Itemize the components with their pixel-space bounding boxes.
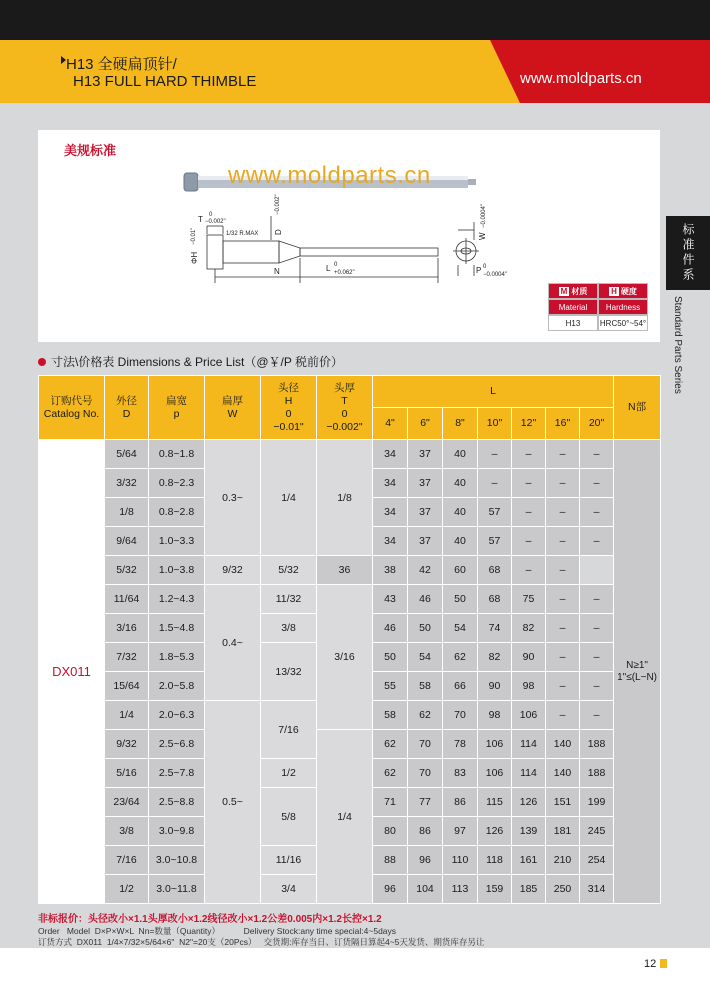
cell-l: 34 [373, 527, 408, 556]
cell-w: 0.3~ [205, 440, 261, 556]
cell-l: – [580, 672, 614, 701]
cell-h: 7/16 [261, 701, 317, 759]
cell-p: 3.0~10.8 [149, 846, 205, 875]
cell-l: 70 [408, 730, 443, 759]
cell-l: – [580, 585, 614, 614]
cell-l: – [512, 469, 546, 498]
cell-t: 1/4 [317, 730, 373, 904]
cell-l: 68 [478, 556, 512, 585]
cell-d: 15/64 [105, 672, 149, 701]
cell-l: – [580, 614, 614, 643]
cell-l: 114 [512, 730, 546, 759]
page-title-cn: H13 全硬扁顶针/ [66, 56, 177, 73]
hardness-badge: H [611, 286, 617, 296]
cell-l: 50 [443, 585, 478, 614]
cell-d: 23/64 [105, 788, 149, 817]
cell-d: 11/64 [105, 585, 149, 614]
cell-l: – [580, 643, 614, 672]
material-en: Material [548, 299, 598, 315]
label-d: D [274, 229, 283, 235]
cell-l: 314 [580, 875, 614, 904]
cell-l: 96 [373, 875, 408, 904]
cell-l: 140 [546, 759, 580, 788]
cell-l: 106 [478, 730, 512, 759]
th-n: N部 [614, 376, 661, 440]
cell-l: 37 [408, 469, 443, 498]
cell-l: 62 [443, 643, 478, 672]
page-title-en: H13 FULL HARD THIMBLE [73, 73, 257, 90]
cell-l: 210 [546, 846, 580, 875]
cell-l: 40 [443, 498, 478, 527]
th-w: 扁厚 W [205, 376, 261, 440]
cell-l: 37 [408, 527, 443, 556]
cell-l: 54 [408, 643, 443, 672]
price-table [38, 375, 660, 904]
cell-l: – [546, 469, 580, 498]
website-link[interactable]: www.moldparts.cn [520, 70, 642, 87]
cell-p: 3.0~11.8 [149, 875, 205, 904]
cell-l: – [546, 498, 580, 527]
cell-p: 1.0~3.3 [149, 527, 205, 556]
th-l-8: 8" [443, 408, 478, 440]
cell-l: – [546, 556, 580, 585]
th-l-20: 20" [580, 408, 614, 440]
standard-label: 美规标准 [64, 143, 117, 158]
cell-l: – [546, 440, 580, 469]
cell-l: – [512, 498, 546, 527]
cell-l: – [580, 701, 614, 730]
cell-p: 0.8~2.3 [149, 469, 205, 498]
cell-l: – [546, 643, 580, 672]
label-l-tol-bot: +0.062" [334, 270, 355, 276]
cell-l: – [478, 440, 512, 469]
cell-h: 13/32 [261, 643, 317, 701]
order-line-en: Order Model D×P×W×L Nn=数量（Quantity） Delivery Stock:any time special:4~5days [38, 926, 397, 936]
cell-l: – [546, 527, 580, 556]
cell-d: 5/64 [105, 440, 149, 469]
cell-d: 1/4 [105, 701, 149, 730]
cell-l: 98 [512, 672, 546, 701]
cell-l: 75 [512, 585, 546, 614]
n-text-2: 1"≤(L−N) [617, 671, 657, 683]
label-p: P [476, 266, 482, 275]
n-part-cell [614, 440, 661, 904]
cell-l: 38 [373, 556, 408, 585]
cell-l: 58 [373, 701, 408, 730]
cell-l: 40 [443, 469, 478, 498]
cell-h: 1/4 [261, 440, 317, 556]
th-h: 头径 H 0 −0.01" [261, 376, 317, 440]
cell-d: 7/32 [105, 643, 149, 672]
cell-h: 1/2 [261, 759, 317, 788]
cell-l: – [580, 527, 614, 556]
cell-l: 106 [512, 701, 546, 730]
cell-d: 5/16 [105, 759, 149, 788]
cell-t: 3/16 [317, 585, 373, 730]
drawing-labels [190, 194, 507, 278]
cell-l: 250 [546, 875, 580, 904]
cell-l: 181 [546, 817, 580, 846]
cell-l: 34 [373, 440, 408, 469]
th-p: 扁宽 p [149, 376, 205, 440]
cell-l: 34 [373, 498, 408, 527]
cell-d: 3/32 [105, 469, 149, 498]
cell-l: 57 [478, 527, 512, 556]
th-d: 外径 D [105, 376, 149, 440]
cell-l: 37 [408, 440, 443, 469]
cell-l: 139 [512, 817, 546, 846]
cell-d: 7/16 [105, 846, 149, 875]
cell-l: – [512, 556, 546, 585]
cell-l: 140 [546, 730, 580, 759]
cell-h: 11/16 [261, 846, 317, 875]
cell-p: 1.5~4.8 [149, 614, 205, 643]
cell-l: 97 [443, 817, 478, 846]
cell-d: 5/32 [105, 556, 149, 585]
cell-l: 62 [373, 730, 408, 759]
cell-d: 3/8 [105, 817, 149, 846]
cell-l: 77 [408, 788, 443, 817]
cell-p: 2.0~5.8 [149, 672, 205, 701]
material-value: H13 [548, 315, 598, 331]
cell-l: – [512, 440, 546, 469]
cell-l: 151 [546, 788, 580, 817]
cell-l: 82 [512, 614, 546, 643]
cell-l: 90 [512, 643, 546, 672]
cell-l: 161 [512, 846, 546, 875]
cell-l: 54 [443, 614, 478, 643]
cell-p: 1.8~5.3 [149, 643, 205, 672]
cell-l: 245 [580, 817, 614, 846]
cell-l: 86 [443, 788, 478, 817]
cell-l: 86 [408, 817, 443, 846]
label-t-tol-bot: −0.002" [205, 219, 226, 225]
label-radius: 1/32 R.MAX [226, 231, 259, 237]
table-row [39, 440, 661, 469]
cell-l: – [580, 498, 614, 527]
cell-l: 254 [580, 846, 614, 875]
hardness-value: HRC50°~54° [598, 315, 648, 331]
cell-l: 118 [478, 846, 512, 875]
table-row [39, 556, 661, 585]
cell-l: 40 [443, 440, 478, 469]
label-h: ΦH [190, 251, 199, 264]
th-l-10: 10" [478, 408, 512, 440]
label-d-tol: −0.002" [275, 194, 281, 215]
watermark-logo: www.moldparts.cn [228, 162, 431, 189]
cell-l: 50 [373, 643, 408, 672]
cell-p: 2.5~7.8 [149, 759, 205, 788]
n-text-1: N≥1" [626, 659, 648, 671]
surcharge-note: 非标报价：头径改小×1.1头厚改小×1.2线径改小×1.2公差0.005内×1.2长控×1.2 [38, 914, 382, 925]
cell-l: 62 [373, 759, 408, 788]
cell-l: 90 [478, 672, 512, 701]
cell-l: 185 [512, 875, 546, 904]
cell-l: 115 [478, 788, 512, 817]
cell-h: 5/8 [261, 788, 317, 846]
cell-l: 40 [443, 527, 478, 556]
label-p-tol-bot: −0.0004" [483, 272, 507, 278]
label-l-tol-top: 0 [334, 262, 338, 268]
cell-l: 55 [373, 672, 408, 701]
cell-l: 36 [317, 556, 373, 585]
cell-l: 46 [373, 614, 408, 643]
cell-l: 58 [408, 672, 443, 701]
cell-l: – [546, 672, 580, 701]
top-black-bar [0, 0, 710, 40]
cell-l: 62 [408, 701, 443, 730]
cell-l: 83 [443, 759, 478, 788]
cell-l: 46 [408, 585, 443, 614]
page-marker [660, 959, 667, 968]
cell-l: 126 [512, 788, 546, 817]
cell-h: 11/32 [261, 585, 317, 614]
cell-d: 9/64 [105, 527, 149, 556]
hardness-header: H 硬度 [598, 283, 648, 299]
cell-p: 1.0~3.8 [149, 556, 205, 585]
cell-p: 2.5~6.8 [149, 730, 205, 759]
table-title: 寸法\价格表 Dimensions & Price List（@￥/P 税前价） [38, 353, 343, 370]
cell-h: 9/32 [205, 556, 261, 585]
label-n: N [274, 267, 280, 276]
label-w: W [478, 232, 487, 240]
th-l-4: 4" [373, 408, 408, 440]
cell-w: 0.5~ [205, 701, 261, 904]
table-row [39, 585, 661, 614]
cell-l: – [546, 585, 580, 614]
cell-p: 1.2~4.3 [149, 585, 205, 614]
cell-l: – [546, 614, 580, 643]
cell-l: 113 [443, 875, 478, 904]
label-h-tol: −0.01" [191, 227, 197, 245]
cell-l: 126 [478, 817, 512, 846]
cell-l: 114 [512, 759, 546, 788]
cell-l: 43 [373, 585, 408, 614]
cell-d: 9/32 [105, 730, 149, 759]
cell-w: 0.4~ [205, 585, 261, 701]
cell-l: 106 [478, 759, 512, 788]
side-tab-cn[interactable]: 标准件系列 [666, 216, 710, 290]
label-w-tol: −0.0004" [481, 204, 487, 228]
label-l: L [326, 264, 331, 273]
cell-l: – [580, 469, 614, 498]
label-p-tol-top: 0 [483, 264, 487, 270]
material-header: M 材质 [548, 283, 598, 299]
cell-l: – [478, 469, 512, 498]
cell-l: 88 [373, 846, 408, 875]
cell-l: 98 [478, 701, 512, 730]
cell-l: 68 [478, 585, 512, 614]
cell-l: – [580, 440, 614, 469]
side-tab-en: Standard Parts Series [672, 296, 683, 394]
cell-l: 71 [373, 788, 408, 817]
material-box [548, 283, 648, 333]
cell-h: 3/8 [261, 614, 317, 643]
cell-l: 188 [580, 730, 614, 759]
material-badge: M [560, 286, 568, 296]
cell-l: 110 [443, 846, 478, 875]
cell-l: 199 [580, 788, 614, 817]
th-l-6: 6" [408, 408, 443, 440]
th-catalog: 订购代号 Catalog No. [39, 376, 105, 440]
cell-l: 74 [478, 614, 512, 643]
order-line-cn: 订货方式 DX011 1/4×7/32×5/64×6" N2"=20支（20Pcs） 交货期:库存当日、订货隔日算起4~5天发货、期货库存另让 [38, 937, 485, 947]
label-t: T [198, 215, 203, 224]
cell-l: 159 [478, 875, 512, 904]
th-l-12: 12" [512, 408, 546, 440]
page-number: 12 [644, 958, 657, 970]
cell-l: 42 [408, 556, 443, 585]
label-t-tol-top: 0 [209, 212, 213, 218]
cell-t: 5/32 [261, 556, 317, 585]
cell-l: 80 [373, 817, 408, 846]
cell-l: 70 [408, 759, 443, 788]
th-l: L [373, 376, 614, 408]
cell-d: 1/8 [105, 498, 149, 527]
cell-l: 104 [408, 875, 443, 904]
cell-l: 82 [478, 643, 512, 672]
th-l-16: 16" [546, 408, 580, 440]
cell-d: 1/2 [105, 875, 149, 904]
cell-l: 78 [443, 730, 478, 759]
cell-l: – [512, 527, 546, 556]
cell-l: 37 [408, 498, 443, 527]
cell-l: 60 [443, 556, 478, 585]
catalog-cell: DX011 [39, 440, 105, 904]
bullet-dot-icon [38, 358, 46, 366]
cell-l: – [546, 701, 580, 730]
cell-l: 188 [580, 759, 614, 788]
cell-l: 50 [408, 614, 443, 643]
hardness-en: Hardness [598, 299, 648, 315]
cell-p: 0.8~1.8 [149, 440, 205, 469]
th-t: 头厚 T 0 −0.002" [317, 376, 373, 440]
cell-p: 0.8~2.8 [149, 498, 205, 527]
cell-l: 70 [443, 701, 478, 730]
cell-d: 3/16 [105, 614, 149, 643]
cell-l: 96 [408, 846, 443, 875]
cell-p: 3.0~9.8 [149, 817, 205, 846]
cell-p: 2.0~6.3 [149, 701, 205, 730]
cell-l: 34 [373, 469, 408, 498]
cell-l: 66 [443, 672, 478, 701]
cell-t: 1/8 [317, 440, 373, 556]
cell-l: 57 [478, 498, 512, 527]
table-row [39, 730, 661, 759]
cell-h: 3/4 [261, 875, 317, 904]
cell-p: 2.5~8.8 [149, 788, 205, 817]
